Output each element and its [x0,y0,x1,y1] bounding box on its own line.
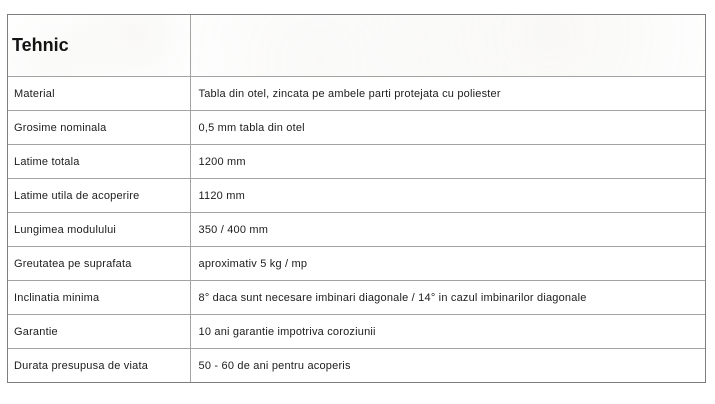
row-label: Greutatea pe suprafata [8,247,190,281]
table-row [8,281,705,315]
row-value: 50 - 60 de ani pentru acoperis [190,349,705,383]
row-value: 1200 mm [190,145,705,179]
row-value: 8° daca sunt necesare imbinari diagonale / 14° in cazul imbinarilor diagonale [190,281,705,315]
table-row [8,349,705,383]
table-row [8,77,705,111]
row-label: Inclinatia minima [8,281,190,315]
row-value: Tabla din otel, zincata pe ambele parti protejata cu poliester [190,77,705,111]
row-value: 0,5 mm tabla din otel [190,111,705,145]
row-label: Garantie [8,315,190,349]
row-label: Lungimea modulului [8,213,190,247]
table-header-row [8,15,705,77]
table-title-spacer [190,15,705,77]
table-title: Tehnic [8,15,190,77]
row-label: Material [8,77,190,111]
table-row [8,213,705,247]
table-row [8,111,705,145]
row-label: Grosime nominala [8,111,190,145]
technical-specs-table [8,15,705,382]
table-row [8,247,705,281]
row-value: 350 / 400 mm [190,213,705,247]
table-row [8,145,705,179]
technical-specs-panel [7,14,706,383]
row-label: Durata presupusa de viata [8,349,190,383]
row-label: Latime totala [8,145,190,179]
row-value: aproximativ 5 kg / mp [190,247,705,281]
row-label: Latime utila de acoperire [8,179,190,213]
table-row [8,315,705,349]
row-value: 1120 mm [190,179,705,213]
row-value: 10 ani garantie impotriva coroziunii [190,315,705,349]
table-row [8,179,705,213]
